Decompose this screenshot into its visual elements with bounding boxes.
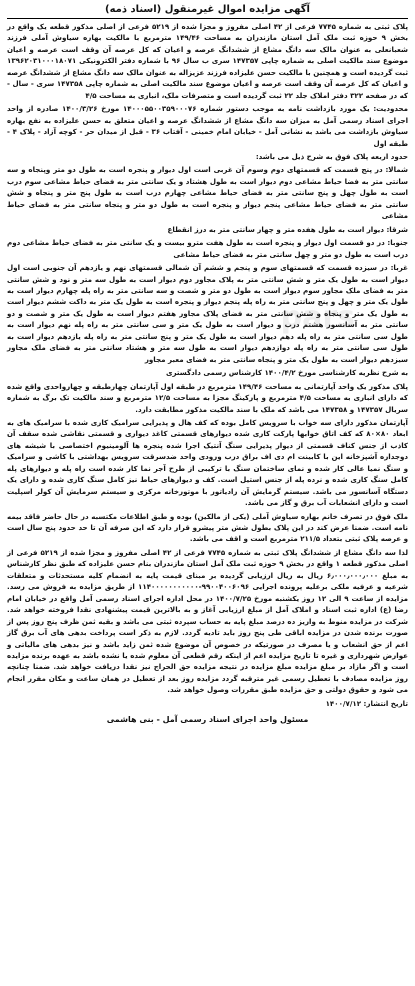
paragraph-west: غربا: در سیزده قسمت که قسمتهای سوم و پنجم و ششم آن شمالی قسمتهای نهم و یازدهم آن جنوبی است اول دیوار است به طول یک متر و شش سانتی متر به پلاک مجاور دوم دیوار است به طول سه متر و نود و شش سانتی متر به فضای ملک مجاور سوم دیوار است به طول دو متر و شصت و سه سانتی متر به راه پله چهارم دیوار است به طول یک متر و چهل و پنج سانتی متر به راه پله پنجم دیوار و پنجره است به طول یک متر به داکت ششم دیوار است به طول یک متر و پنجاه و شش سانتی متر به فضای پلاک مجاور هفتم دیوار است به طول یک متر و شصت و دو سانتی متر به آسانسور هشتم درب و دیوار است به طول یک متر و سی سانتی متر به راه پله نهم دیوار است به طول سی سانتی متر به راه پله دهم دیوار است به طول یک متر و پنج سانتی متر به راه پله یازدهم دیوار است به طول سی سانتی متر به راه پله دوازدهم دیوار است به طول سه متر و هشتاد سانتی متر به فضای ملک مجاور سیزدهم دیوار است به طول یک متر و پنجاه سانتی متر به فضای معبر مجاور	[7, 263, 408, 364]
paragraph-north: شمالا: در پنج قسمت که قسمتهای دوم وسوم آن غربی است اول دیوار و پنجره است به طول دو متر وپنجاه و سه سانتی متر به فضا حیاط مشاعی دوم دیوار است به طول هشتاد و یک سانتی متر به فضای حیاط مشاعی سوم درب است به طول چهل و پنج سانتی متر به فضای حیاط مشاعی چهارم درب است به طول پنج متر و پنجاه و شش سانتی متر به فضای حیاط مشاعی پنجم دیوار و پنجره است به طول دو متر و پنجاه سانتی متر به فضای حیاط مشاعی	[7, 165, 408, 221]
paragraph-expert-ref: به شرح نظریه کارشناسی مورخ ۱۴۰۰/۴/۲ کارشناس رسمی دادگستری	[165, 368, 408, 378]
paragraph-south: جنوبا: در دو قسمت اول دیوار و پنجره است به طول هفت مترو بیست و یک سانتی متر به فضای حیاط مشاعی دوم درب است به طول دو متر و چهل سانتی متر به فضای حیاط مشاعی	[7, 238, 408, 259]
paragraph-possession: ملک فوق در تصرف خانم بهاره سیاوش آملی (یکی از مالکین) بوده و طبق اطلاعات مکتسبه در حال حاضر فاقد بیمه نامه است. ضمنا عرض کند در این پلاک بطول شش متر پیشرو قرار دارد که این صرفه آن تا حد حدود پنج سال است و عرصه پلاک ثبتی بتعداد ۲۱۱/۵ مترمربع است و اقف می باشد.	[7, 511, 408, 544]
signature: مسئول واحد اجرای اسناد رسمی آمل - بنی هاشمی	[106, 715, 309, 725]
divider	[7, 18, 408, 19]
paragraph-property: پلاک ثبتی به شماره ۷۷۴۵ فرعی از ۴۲ اصلی مفروز و مجزا شده از ۵۲۱۹ فرعی از اصلی مذکور قطعه یک واقع در بخش ۹ حوزه ثبت ملک آمل استان مازندران به مساحت ۱۴۹/۴۶ مترمربع با مالکیت بهاره سیاوش آملی فرزند شعبانعلی به عنوان مالک سه دانگ مشاع از ششدانگ عرصه و اعیان که کل عرصه آن وقف است عرصه و اعیان موضوع سند مالکیت اصلی به شماره چاپی ۱۴۷۳۵۷ سری ب سال ۹۶ با شماره دفتر الکترونیکی ۱۳۹۶۲۰۳۱۰۰۰۱۸۰۷۱ ثبت گردیده است و همچنین با مالکیت حسن علیزاده فرزند عزیزاله به عنوان مالک سه دانگ مشاع از ششدانگ عرصه و اعیان که کل عرصه آن وقف است عرصه و اعیان موضوع سند مالکیت اصلی به شماره چاپی ۱۴۷۳۵۸ سری - سال - که در صفحه ۳۲۲ دفتر املاک جلد ۲۲ ثبت گردیده است و متصرفات ملک، انباری به مساحت ۴/۵	[7, 22, 408, 100]
paragraph-auction-terms: لذا سه دانگ مشاع از ششدانگ پلاک ثبتی به شماره ۷۷۴۵ فرعی از ۴۲ اصلی مفروز و مجزا شده از ۵۲۱۹ فرعی از اصلی مذکور قطعه ۱ واقع در بخش ۹ حوزه ثبت ملک آمل استان مازندران بنام حسن علیزاده که طبق نظر کارشناس به مبلغ ۶٫۰۰۰٫۰۰۰٫۰۰۰ ریال به ریال ارزیابی گردیده بر مبنای قیمت پایه به انضمام کلیه مستحدثات و متعلقات شرعیه و عرفیه ملکی برعلیه پرونده اجرایی ۹۹۰۰۴۰۰۶۰۹۶-۱۱۴۰۰۰۰۰۰۰۰۰۰۰ از طریق مزایده به فروش می رسد. مزایده از ساعت ۹ الی ۱۲ روز یکشنبه مورخ ۱۴۰۰/۷/۲۵ در محل اداره اجرای اسناد رسمی آمل واقع در خیابان امام رضا (ع) اداره ثبت اسناد و املاک آمل از مبلغ ارزیابی آغاز و به بالاترین قیمت پیشنهادی نقدا فروخته خواهد شد. شرکت در مزایده منوط به واریز ده درصد مبلغ پایه به حساب سپرده ثبتی می باشد و بقیه ثمن ظرف پنج روز پس از صورت برنده شدن در مزایده اباقی طی پنج روز باید تادیه گردد. لازم به ذکر است پرداخت بدهی های آب برق گاز اعم از حق انشعاب و یا مصرف در صورتیکه در خصوص آن موضوع شده ثمن زاید باشد و نیز بدهی های مالیاتی و عوارض شهرداری و غیره تا تاریخ مزایده اعم از اینکه رقم قطعی آن معلوم شده یا نشده باشد به عهده برنده مزایده است و اگر مازاد بر مبلغ مزایده مبلغ مزایده در نتیجه مزایده حق الحراج نیز نقدا دریافت خواهد شد. ضمنا چنانچه روز مزایده مصادف با تعطیل رسمی غیر مترقبه گردد مزایده روز بعد از تعطیل در همان ساعت و مکان مقرر انجام می شود و حقوق دولتی و حق مزایده طبق مقررات وصول خواهد شد.	[7, 547, 409, 695]
paragraph-restriction: محدودیت: یک مورد بازداشت نامه به موجب دستور شماره ۱۴۰۰۰۵۵۰۰۳۵۹۰۰۰۷۶ مورخ ۱۴۰۰/۳/۲۶ صادره از واحد اجرای اسناد رسمی آمل به میزان سه دانگ مشاع از ششدانگ عرصه و اعیان متعلق به حسن علیزاده به نفع بهاره سیاوش بازداشت می باشد به نشانی آمل - خیابان امام خمینی - آفتاب ۳۶ - قبل از میدان حر - کوچه آزاد - پلاک ۴ - طبقه اول	[7, 104, 408, 148]
paragraph-east: شرقا: دیوار است به طول هفده متر و چهار سانتی متر به درز انقطاع	[167, 224, 408, 234]
paragraph-description: آپارتمان مذکور دارای سه خواب با سرویس کامل بوده که کف هال و پذیرایی سرامیک کاری شده با سرامیک های به ابعاد ۸۰×۸۰ که کف اتاق خوابها پارکت کاری شده دیوارهای قسمتی کاغذ دیواری و قسمتی نقاشی شده سقف آن کاذب از جنس کناف قسمتی از دیوار پذیرایی سنگ آنتیک اجرا شده پنجره ها آلومینیوم اختصاصی با شیشه های دوجداره آشپزخانه این با کابینت ام دی اف براق درب ورودی واحد ضدسرقت سرویس بهداشتی با کاشی و سرامیک و سنگ نمیا عالی کار شده و نمای ساختمان سنگ با ترکیبی از طرح آجر نما کار شده است راه پله و دیوارهای پله کامل سنگ کاری شده و نرده پله از جنس استیل است. کف و دیوارهای حیاط نیز کامل سنگ کاری شده و دارای یک دستگاه آسانسور می باشد. سیستم گرمایش آن رادیاتور با موتورخانه مرکزی و سیستم سرمایش آن کولر اسپلیت است و دارای انشعابات آب برق و گاز می باشد.	[7, 417, 408, 508]
publish-date: تاریخ انتشار: ۱۴۰۰/۷/۱۲	[325, 698, 408, 708]
notice-title: آگهی مزایده اموال غیرمنقول (اسناد ذمه)	[105, 4, 310, 15]
paragraph-bounds-intro: حدود اربعه پلاک فوق به شرح ذیل می باشد:	[255, 151, 408, 161]
watermark: pars	[280, 300, 355, 335]
paragraph-unit-info: پلاک مذکور یک واحد آپارتمانی به مساحت ۱۴۹/۴۶ مترمربع در طبقه اول آپارتمان چهارطبقه و چهارواحدی واقع شده که دارای انباری به مساحت ۴/۵ مترمربع و پارکینگ مجزا به مساحت ۱۲/۵ مترمربع و سند مالکیت تک برگ به شماره سریال ۱۴۷۳۵۷ و ۱۴۷۳۵۸ می باشد که ملک با سند مالکیت مذکور مطابقت دارد.	[7, 381, 408, 414]
